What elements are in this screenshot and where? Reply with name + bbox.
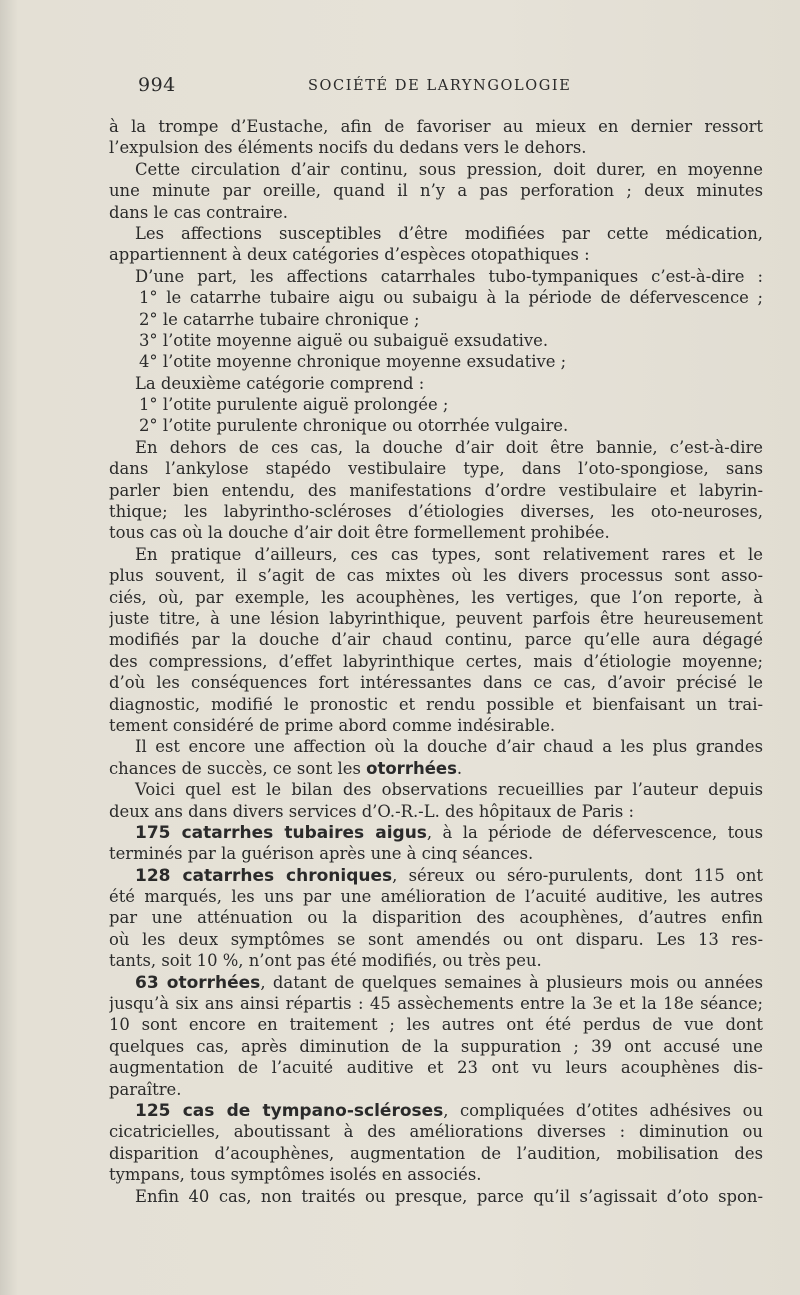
line-text: 4° l’otite moyenne chronique moyenne exsudative ; <box>139 352 567 372</box>
text-line <box>109 522 763 543</box>
bold-term: otorrhées <box>366 758 457 778</box>
line-text: dans l’ankylose stapédo vestibulaire type, dans l’oto-spongiose, sans <box>109 459 763 479</box>
line-text: d’où les conséquences fort intéressantes dans ce cas, d’avoir précisé le <box>109 673 763 693</box>
text-line <box>109 159 763 180</box>
text-line <box>109 501 763 522</box>
page-header <box>138 74 758 98</box>
line-text: tement considéré de prime abord comme indésirable. <box>109 715 556 735</box>
line-text: Cette circulation d’air continu, sous pression, doit durer, en moyenne <box>135 159 763 179</box>
line-text: 2° le catarrhe tubaire chronique ; <box>139 309 420 329</box>
line-text: La deuxième catégorie comprend : <box>135 373 425 393</box>
bold-lead: 128 catarrhes chroniques <box>135 865 393 886</box>
line-text: En dehors de ces cas, la douche d’air doit être bannie, c’est-à-dire <box>135 437 763 457</box>
bold-lead: 175 catarrhes tubaires aigus <box>135 822 427 843</box>
text-line <box>109 394 763 415</box>
line-text: thique; les labyrintho-scléroses d’étiologies diverses, les oto-neuroses, <box>109 502 763 522</box>
line-text: tympans, tous symptômes isolés en associés. <box>109 1165 482 1185</box>
text-line <box>109 629 763 650</box>
line-text: En pratique d’ailleurs, ces cas types, sont relativement rares et le <box>135 544 763 564</box>
text-line <box>109 116 763 137</box>
text-line <box>109 672 763 693</box>
line-text: plus souvent, il s’agit de cas mixtes où les divers processus sont asso- <box>109 566 763 586</box>
line-text: quelques cas, après diminution de la suppuration ; 39 ont accusé une <box>109 1036 763 1056</box>
text-line <box>109 415 763 436</box>
text-line <box>109 950 763 971</box>
line-text: , séreux ou séro-purulents, dont 115 ont <box>392 865 763 885</box>
bold-lead: 63 otorrhées <box>135 972 261 993</box>
text-line <box>109 330 763 351</box>
line-text: à la trompe d’Eustache, afin de favoriser au mieux en dernier ressort <box>109 117 763 136</box>
line-text: ciés, où, par exemple, les acouphènes, les vertiges, que l’on reporte, à <box>109 587 763 607</box>
line-text: jusqu’à six ans ainsi répartis : 45 assèchements entre la 3e et la 18e séance; <box>109 994 763 1014</box>
text-line <box>109 587 763 608</box>
text-line <box>109 266 763 287</box>
line-text: 1° le catarrhe tubaire aigu ou subaigu à la période de défervescence ; <box>139 288 763 308</box>
text-line <box>109 929 763 950</box>
text-line <box>109 180 763 201</box>
text-line <box>109 865 763 886</box>
line-text: diagnostic, modifié le pronostic et rendu possible et bienfaisant un trai- <box>109 694 763 714</box>
text-line <box>109 373 763 394</box>
line-text: , datant de quelques semaines à plusieurs mois ou années <box>260 972 763 992</box>
text-line <box>109 886 763 907</box>
line-text: l’expulsion des éléments nocifs du dedans vers le dehors. <box>109 138 587 158</box>
text-line <box>109 1036 763 1057</box>
text-line <box>109 287 763 308</box>
running-head: SOCIÉTÉ DE LARYNGOLOGIE <box>308 78 572 94</box>
text-line <box>109 244 763 265</box>
text-line <box>109 223 763 244</box>
text-line <box>109 137 763 158</box>
text-line <box>109 608 763 629</box>
text-line <box>109 801 763 822</box>
line-text: dans le cas contraire. <box>109 202 288 222</box>
line-text: Les affections susceptibles d’être modifiées par cette médication, <box>135 223 763 243</box>
line-text: Il est encore une affection où la douche d’air chaud a les plus grandes <box>135 737 763 757</box>
body-text <box>109 116 763 1207</box>
line-text: par une atténuation ou la disparition des acouphènes, d’autres enfin <box>109 908 763 928</box>
text-line <box>109 758 763 779</box>
line-text: été marqués, les uns par une amélioration de l’acuité auditive, les autres <box>109 887 763 907</box>
line-text: des compressions, d’effet labyrinthique certes, mais d’étiologie moyenne; <box>109 651 763 671</box>
text-line <box>109 1143 763 1164</box>
line-text: Enfin 40 cas, non traités ou presque, parce qu’il s’agissait d’oto spon- <box>135 1186 763 1206</box>
text-line <box>109 651 763 672</box>
page-number: 994 <box>138 74 176 96</box>
line-text: 1° l’otite purulente aiguë prolongée ; <box>139 395 449 415</box>
bold-lead: 125 cas de tympano-scléroses <box>135 1100 444 1121</box>
text-line <box>109 907 763 928</box>
text-line <box>109 715 763 736</box>
text-line <box>109 1057 763 1078</box>
line-text: 3° l’otite moyenne aiguë ou subaiguë exsudative. <box>139 330 549 350</box>
line-text: 2° l’otite purulente chronique ou otorrhée vulgaire. <box>139 416 569 436</box>
text-line <box>109 309 763 330</box>
text-line <box>109 779 763 800</box>
text-line <box>109 972 763 993</box>
line-text: tous cas où la douche d’air doit être formellement prohibée. <box>109 523 610 543</box>
text-line <box>109 202 763 223</box>
line-text: augmentation de l’acuité auditive et 23 ont vu leurs acouphènes dis- <box>109 1058 763 1078</box>
line-text: tants, soit 10 %, n’ont pas été modifiés, ou très peu. <box>109 951 542 971</box>
line-text: deux ans dans divers services d’O.-R.-L. des hôpitaux de Paris : <box>109 801 635 821</box>
line-text: D’une part, les affections catarrhales tubo-tympaniques c’est-à-dire : <box>135 266 763 286</box>
line-text: , à la période de défervescence, tous <box>426 822 763 842</box>
text-line <box>109 1186 763 1207</box>
text-line <box>109 843 763 864</box>
text-line <box>109 1100 763 1121</box>
text-line <box>109 437 763 458</box>
line-text: une minute par oreille, quand il n’y a pas perforation ; deux minutes <box>109 181 763 201</box>
text-line <box>109 480 763 501</box>
text-line <box>109 1079 763 1100</box>
line-text: juste titre, à une lésion labyrinthique, peuvent parfois être heureusement <box>109 608 763 628</box>
line-text: parler bien entendu, des manifestations d’ordre vestibulaire et labyrin- <box>109 480 763 500</box>
text-line <box>109 544 763 565</box>
text-line <box>109 1014 763 1035</box>
line-text: 10 sont encore en traitement ; les autres ont été perdus de vue dont <box>109 1015 763 1035</box>
line-text: où les deux symptômes se sont amendés ou ont disparu. Les 13 res- <box>109 929 763 949</box>
line-text: cicatricielles, aboutissant à des améliorations diverses : diminution ou <box>109 1122 763 1142</box>
text-line <box>109 458 763 479</box>
text-line <box>109 351 763 372</box>
line-text: Voici quel est le bilan des observations recueillies par l’auteur depuis <box>135 780 763 800</box>
line-text: modifiés par la douche d’air chaud continu, parce qu’elle aura dégagé <box>109 630 763 650</box>
text-line <box>109 694 763 715</box>
line-text: chances de succès, ce sont les <box>109 758 367 778</box>
text-line <box>109 1164 763 1185</box>
text-line <box>109 1121 763 1142</box>
text-line <box>109 736 763 757</box>
text-line <box>109 565 763 586</box>
text-line <box>109 822 763 843</box>
line-text: , compliquées d’otites adhésives ou <box>443 1100 763 1120</box>
line-text: paraître. <box>109 1079 182 1099</box>
line-text-end: . <box>456 758 463 778</box>
line-text: appartiennent à deux catégories d’espèces otopathiques : <box>109 245 590 265</box>
text-line <box>109 993 763 1014</box>
line-text: disparition d’acouphènes, augmentation de l’audition, mobilisation des <box>109 1143 763 1163</box>
line-text: terminés par la guérison après une à cinq séances. <box>109 844 534 864</box>
